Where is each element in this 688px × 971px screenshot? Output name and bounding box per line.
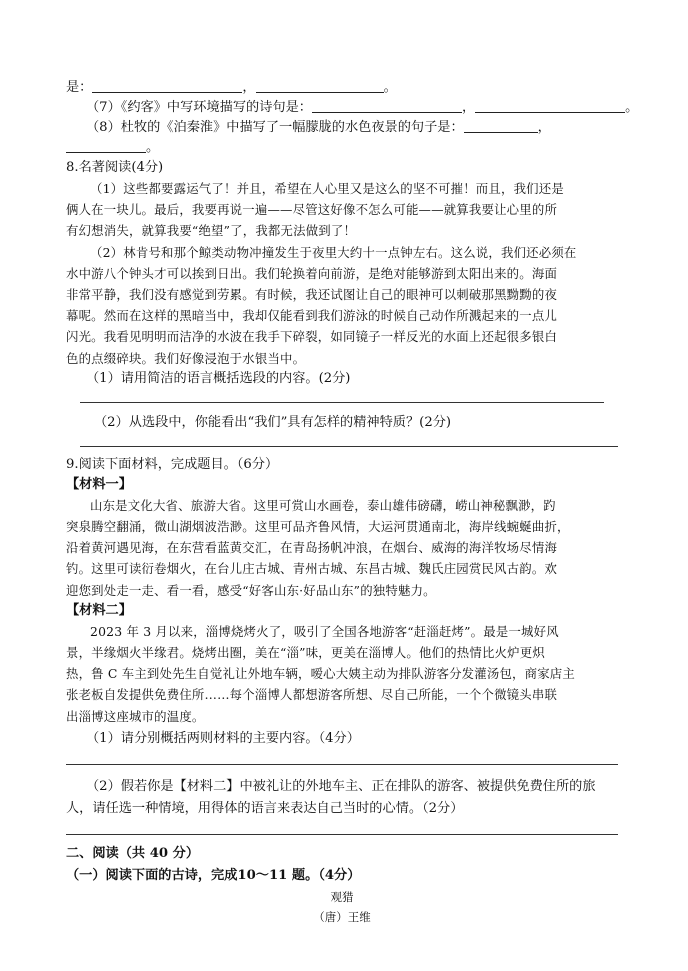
material-line: 突泉腾空翻涌，微山湖烟波浩渺。这里可品齐鲁风情，大运河贯通南北，海岸线蜿蜒曲折， — [66, 519, 570, 535]
passage-line: 色的点缀碎块。我们好像浸泡于水银当中。 — [66, 350, 306, 366]
passage-line: 俩人在一块儿。最后，我要再说一遍——尽管这好像不怎么可能——就算我要让心里的所 — [66, 202, 558, 218]
material-line: 景，半缘烟火半缘君。烧烤出圈，美在“淄”味，更美在淄博人。他们的热情比火炉更炽 — [66, 645, 545, 661]
passage-line: 水中游八个钟头才可以挨到日出。我们轮换着向前游，是绝对能够游到太阳出来的。海面 — [66, 265, 558, 281]
material-1-label: 【材料一】 — [66, 476, 132, 492]
question-8-line2: 。 — [66, 138, 618, 158]
section-9-title: 9.阅读下面材料，完成题目。（6分） — [66, 456, 279, 472]
sub-question: （2）假若你是【材料二】中被礼让的外地车主、正在排队的游客、被提供免费住所的旅 — [86, 778, 596, 794]
answer-blank[interactable] — [66, 138, 146, 153]
sub-question: （1）请用简洁的语言概括选段的内容。(2分) — [86, 370, 351, 386]
answer-blank[interactable] — [256, 78, 384, 93]
sub-question: （1）请分别概括两则材料的主要内容。（4分） — [86, 730, 360, 746]
poem-title: 观猎 — [330, 889, 354, 904]
part-2-subtitle: （一）阅读下面的古诗，完成10～11 题。（4分） — [66, 867, 361, 883]
answer-blank[interactable] — [92, 78, 242, 93]
answer-line[interactable] — [80, 445, 618, 447]
answer-line[interactable] — [66, 763, 618, 765]
material-line: 出淄博这座城市的温度。 — [66, 708, 205, 724]
material-line: 沿着黄河遇见海，在东营看蓝黄交汇，在青岛扬帆冲浪，在烟台、威海的海洋牧场尽情海 — [66, 540, 558, 556]
material-line: 热，鲁 C 车主到处先生自觉礼让外地车辆，嗳心大姨主动为排队游客分发灌汤包，商家店主 — [66, 666, 575, 682]
question-7: （7）《约客》中写环境描写的诗句是： ， 。 — [86, 100, 639, 115]
section-8-title: 8.名著阅读(4分) — [66, 160, 164, 175]
sub-question: 人，请任选一种情境，用得体的语言来表达自己当时的心情。（2分） — [66, 800, 464, 816]
material-line: 迎您到处走一走、看一看，感受“好客山东·好品山东”的独特魅力。 — [66, 582, 436, 598]
answer-blank[interactable] — [312, 98, 462, 113]
material-line: 山东是文化大省、旅游大省。这里可赏山水画卷，泰山雄伟磅礴，崂山神秘飘渺，趵 — [90, 497, 556, 513]
passage-line: 非常平静，我们没有感觉到劳累。有时候，我还试图让自己的眼神可以刺破那黑黝黝的夜 — [66, 287, 558, 303]
answer-blank[interactable] — [475, 98, 625, 113]
passage-line: （2）林肯号和那个鲸类动物冲撞发生于夜里大约十一点钟左右。这么说，我们还必须在 — [90, 244, 577, 260]
poem-author: （唐）王维 — [313, 909, 371, 924]
passage-line: 有幻想消失，就算我要“绝望”了，我都无法做到了！ — [66, 223, 357, 239]
material-2-label: 【材料二】 — [66, 602, 132, 618]
material-line: 2023 年 3 月以来，淄博烧烤火了，吸引了全国各地游客“赶淄赶烤”。最是一城好风 — [90, 623, 559, 639]
answer-line[interactable] — [66, 833, 618, 835]
passage-line: 闪光。我看见明明而洁净的水波在我手下碎裂，如同镜子一样反光的水面上还起很多银白 — [66, 329, 558, 345]
question-8-line1: （8）杜牧的《泊秦淮》中描写了一幅朦胧的水色夜景的句子是： ， — [86, 120, 551, 135]
q6-tail: 是： ， 。 — [66, 80, 397, 95]
material-line: 张老板自发提供免费住所……每个淄博人都想游客所想、尽自己所能，一个个微镜头串联 — [66, 687, 558, 703]
passage-line: （1）这些都要露运气了！并且，希望在人心里又是这么的坚不可摧！而且，我们还是 — [90, 181, 564, 196]
sub-question: （2）从选段中，你能看出“我们”具有怎样的精神特质？(2分) — [94, 414, 452, 430]
answer-blank[interactable] — [464, 118, 538, 133]
passage-line: 幕呢。然而在这样的黑暗当中，我却仅能看到我们游泳的时候自己动作所溅起来的一点儿 — [66, 308, 558, 324]
part-2-title: 二、阅读（共 40 分） — [66, 845, 200, 861]
material-line: 钓。这里可读衍卷烟火，在台儿庄古城、青州古城、东昌古城、魏氏庄园赏民风古韵。欢 — [66, 561, 558, 577]
